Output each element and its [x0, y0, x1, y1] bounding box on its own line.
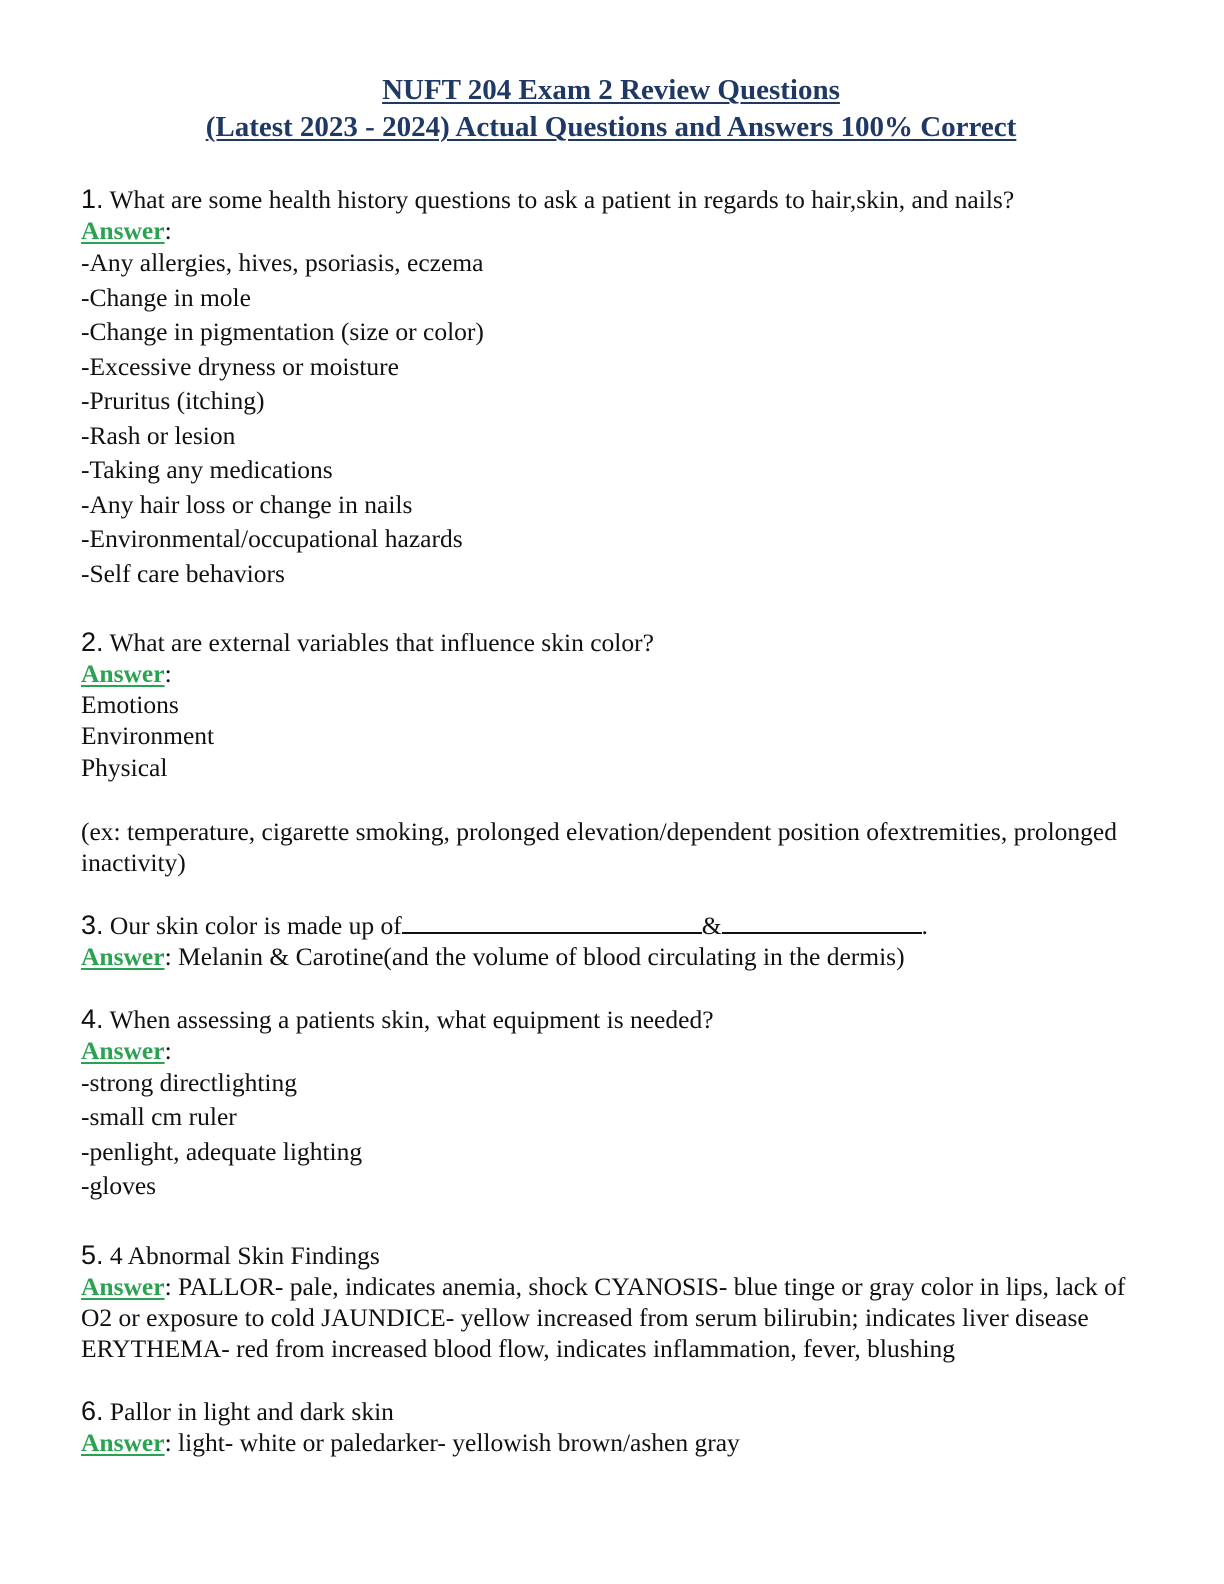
answer-line: Physical — [81, 753, 168, 782]
answer-text: Answer: Melanin & Carotine(and the volume of blood circulating in the dermis) — [81, 941, 905, 971]
answer-line: Emotions — [81, 690, 179, 719]
answer-text: Answer: PALLOR- pale, indicates anemia, shock CYANOSIS- blue tinge or gray color in lips, lack of O2 or exposure to cold JAUNDICE- yellow increased from serum bilirubin; indicates liver disease ERYTHEMA- red from increased blood flow, indicates inflammation, fever, blushing — [81, 1271, 1126, 1363]
answer-line: -Change in mole — [81, 282, 251, 312]
answer-label: Answer — [81, 1427, 165, 1457]
question-text: 5. 4 Abnormal Skin Findings — [81, 1239, 380, 1270]
fill-in-blank — [722, 912, 922, 934]
question-text: 3. Our skin color is made up of & . — [81, 909, 928, 940]
answer-line: -strong directlighting — [81, 1067, 298, 1097]
answer-line: -Change in pigmentation (size or color) — [81, 317, 484, 346]
document-page — [81, 72, 1141, 1458]
answer-label: Answer — [81, 659, 165, 688]
answer-line: -Pruritus (itching) — [81, 386, 265, 415]
answer-line: -Rash or lesion — [81, 420, 236, 450]
answer-line: -small cm ruler — [81, 1102, 237, 1131]
answer-line: -Environmental/occupational hazards — [81, 524, 463, 553]
question-2: 2. What are external variables that influence skin color? Answer: Emotions Environment Physical (ex: temperature, cigarette smoking, prolonged elevation/dependent position ofextremities, prolonged inactivity) — [81, 627, 1141, 878]
answer-line: -Excessive dryness or moisture — [81, 351, 399, 381]
title-line-2: (Latest 2023 - 2024) Actual Questions and Answers 100% Correct — [205, 111, 1017, 143]
question-4: 4. When assessing a patients skin, what equipment is needed? Answer: -strong directlighting -small cm ruler -penlight, adequate lighting -gloves — [81, 1004, 1141, 1204]
question-text: 4. When assessing a patients skin, what equipment is needed? — [81, 1003, 714, 1034]
answer-label: Answer — [81, 941, 165, 971]
fill-in-blank — [402, 912, 702, 934]
answer-line: -Taking any medications — [81, 455, 333, 484]
question-number: 4. — [81, 1003, 104, 1034]
question-1: 1. What are some health history questions to ask a patient in regards to hair,skin, and nails? Answer: -Any allergies, hives, psoriasis, eczema -Change in mole -Change in pigmentation (size or color) -Excessive dryness or moisture -Pruritus (itching) -Rash or lesion -Taking any medications -Any hair loss or change in nails -Environmental/occupational hazards -Self care behaviors — [81, 184, 1141, 591]
answer-line: -penlight, adequate lighting — [81, 1136, 363, 1166]
answer-text: Answer: light- white or paledarker- yellowish brown/ashen gray — [81, 1427, 740, 1457]
question-number: 2. — [81, 627, 104, 657]
answer-label: Answer — [81, 1035, 165, 1065]
question-text: 2. What are external variables that influence skin color? — [81, 627, 654, 657]
question-5 — [81, 1240, 1141, 1364]
question-number: 3. — [81, 909, 104, 940]
question-number: 1. — [81, 184, 104, 214]
answer-line: -gloves — [81, 1171, 157, 1200]
question-text: 1. What are some health history questions to ask a patient in regards to hair,skin, and nails? — [81, 184, 1015, 214]
question-6 — [81, 1396, 1141, 1458]
answer-line: -Any allergies, hives, psoriasis, eczema — [81, 248, 484, 277]
question-text: 6. Pallor in light and dark skin — [81, 1395, 394, 1426]
question-number: 6. — [81, 1395, 104, 1426]
answer-line: -Any hair loss or change in nails — [81, 489, 413, 519]
answer-line: -Self care behaviors — [81, 558, 285, 588]
title-line-1: NUFT 204 Exam 2 Review Questions — [382, 74, 840, 106]
question-number: 5. — [81, 1239, 104, 1270]
answer-line: Environment — [81, 721, 215, 750]
answer-note: (ex: temperature, cigarette smoking, prolonged elevation/dependent position ofextremities, prolonged inactivity) — [81, 816, 1117, 877]
question-3 — [81, 910, 1141, 972]
document-title — [81, 72, 1141, 146]
answer-label: Answer — [81, 216, 165, 245]
answer-label: Answer — [81, 1271, 165, 1301]
